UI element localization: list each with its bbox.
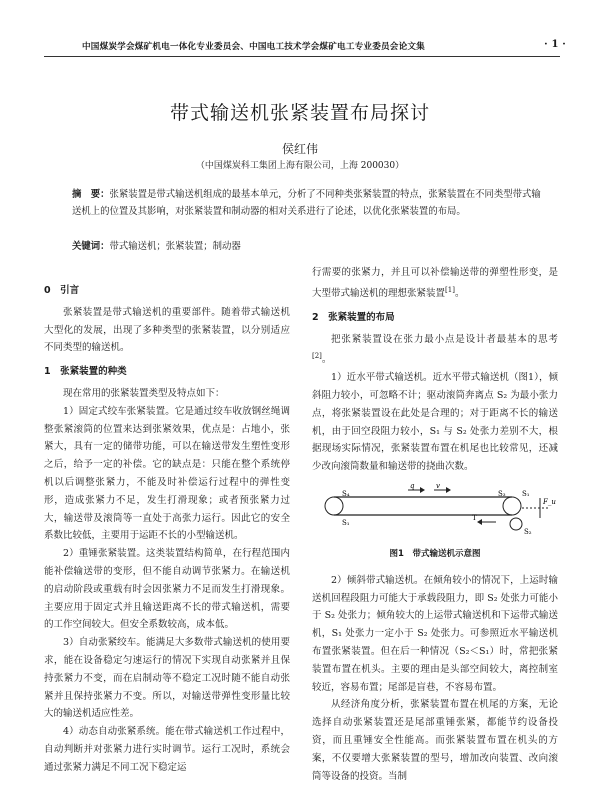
paragraph: 从经济角度分析，张紧装置布置在机尾的方案，无论选择自动张紧装置还是尾部重锤张紧，都能节约设备投资，而且重锤安全性能高。而张紧装置布置在机头的方案，不仅要增大张紧装置的型号，增加改向装置、改向滚筒等设备的投资。当制	[312, 699, 558, 782]
abstract-text: 张紧装置是带式输送机组成的最基本单元，分析了不同种类张紧装置的特点，张紧装置在不同类型带式输送机上的位置及其影响，对张紧装置和制动器的相对关系进行了论述，以优化张紧装置的布局。	[72, 189, 541, 217]
left-column	[44, 276, 290, 777]
page-number: · 1 ·	[544, 39, 566, 50]
keywords-text: 带式输送机；张紧装置；制动器	[109, 241, 241, 252]
label-s1: S₁	[342, 519, 350, 528]
tail-pulley	[325, 497, 343, 515]
section-heading-layout: 2 张紧装置的布局	[312, 311, 395, 323]
affiliation: （中国煤炭科工集团上海有限公司，上海 200030）	[195, 161, 405, 171]
reference-mark: [1]	[445, 285, 455, 294]
abstract	[72, 186, 544, 220]
label-s1-right: S₁	[522, 490, 530, 499]
tension-arrowhead	[477, 519, 482, 525]
drive-pulley	[510, 518, 522, 530]
label-s4: S₄	[342, 490, 350, 499]
paragraph: 现在常用的张紧装置类型及特点如下：	[63, 387, 225, 399]
label-s2: S₂	[524, 528, 532, 537]
paragraph-text: 把张紧装置设在张力最小点是设计者最基本的思考	[331, 333, 558, 345]
conveyor-figure	[312, 484, 558, 542]
label-fu: F_u	[543, 498, 556, 507]
label-s3: S₃	[498, 490, 506, 499]
label-q: q	[410, 484, 415, 491]
label-t: T	[472, 514, 477, 523]
paragraph: 4）动态自动张紧系统。能在带式输送机工作过程中，自动判断并对张紧力进行实时调节。运行工况时，系统会通过张紧力满足不同工况下稳定运	[44, 726, 290, 773]
author: 侯红伟	[281, 142, 318, 156]
paragraph: 1）近水平带式输送机。近水平带式输送机（图1），倾斜阻力较小，可忽略不计；驱动滚筒奔离点 S₂ 为最小张力点，将张紧装置设在此处是合理的；对于距离不长的输送机，由于回空段阻力较小，S₁ 与 S₂ 处张力差别不大，根据现场实际情况，张紧装置布置在机尾也比较常见，还减少改向滚筒数量和输送带的挠曲次数。	[312, 372, 558, 473]
paragraph: 1）固定式绞车张紧装置。它是通过绞车收放钢丝绳调整张紧滚筒的位置来达到张紧效果，优点是：占地小，张紧大，具有一定的储带功能，可以在输送带发生塑性变形之后，给予一定的补偿。它的缺点是：只能在整个系统停机以后调整张紧力，不能及时补偿运行过程中的弹性变形，造成张紧力不足，发生打滑现象；或者预张紧力过大，输送带及滚筒等一直处于高张力运行。因此它的安全系数比较低，主要用于运距不长的小型输送机。	[44, 405, 290, 542]
running-header	[40, 38, 570, 54]
section-heading-types: 1 张紧装置的种类	[44, 366, 127, 378]
figure-caption: 图1 带式输送机示意图	[389, 549, 481, 560]
paragraph: 2）倾斜带式输送机。在倾角较小的情况下，上运时输送机回程段阻力可能大于承载段阻力，即 S₂ 处张力可能小于 S₂ 处张力；倾角较大的上运带式输送机和下运带式输送机，S₁ 处张力一定小于 S₂ 处张力。可参照近水平输送机布置张紧装置。但在后一种情况（S₂＜S₁）时，常把张紧装置布置在机头。主要的理由是头部空间较大，离控制室较近，容易布置；尾部是盲巷，不容易布置。	[312, 574, 558, 693]
paragraph: 3）自动张紧绞车。能满足大多数带式输送机的使用要求，能在设备稳定匀速运行的情况下实现自动张紧并且保持张紧力不变，而在启制动等不稳定工况时随不能自动张紧并且保持张紧力不变。所以，对输送带弹性变形量比较大的输送机适应性差。	[44, 637, 290, 720]
paragraph-text: 行需要的张紧力，并且可以补偿输送带的弹塑性形变，是大型带式输送机的理想张紧装置	[312, 267, 558, 299]
paragraph	[312, 264, 558, 303]
paragraph-text: 。	[454, 287, 465, 299]
keywords	[72, 238, 544, 252]
right-column	[312, 264, 558, 785]
paper-title: 带式输送机张紧装置布局探讨	[169, 102, 430, 124]
paragraph	[312, 331, 558, 370]
paragraph: 张紧装置是带式输送机的重要部件。随着带式输送机大型化的发展，出现了多种类型的张紧装置，以分别适应不同类型的输送机。	[44, 306, 290, 354]
keywords-label: 关键词：	[72, 241, 110, 252]
section-heading-intro: 0 引言	[44, 285, 80, 296]
reference-mark: [2]	[312, 352, 322, 361]
conveyor-diagram	[312, 484, 558, 542]
header-text: 中国煤炭学会煤矿机电一体化专业委员会、中国电工技术学会煤矿电工专业委员会论文集	[82, 42, 425, 52]
header-rule	[44, 56, 560, 57]
abstract-label: 摘 要：	[72, 189, 110, 200]
label-v: v	[436, 484, 440, 491]
paragraph-text: 。	[321, 354, 332, 366]
paragraph: 2）重锤张紧装置。这类装置结构简单，在行程范围内能补偿输送带的变形，但不能自动调节张紧力。在输送机的启动阶段或重载有时会因张紧力不足而发生打滑现象。主要应用于固定式并且输送距离不长的带式输送机，需要的工作空间较大。但安全系数较高，成本低。	[44, 548, 290, 631]
load-arrowhead	[420, 487, 425, 493]
head-pulley	[503, 497, 521, 515]
velocity-arrowhead	[446, 487, 451, 493]
